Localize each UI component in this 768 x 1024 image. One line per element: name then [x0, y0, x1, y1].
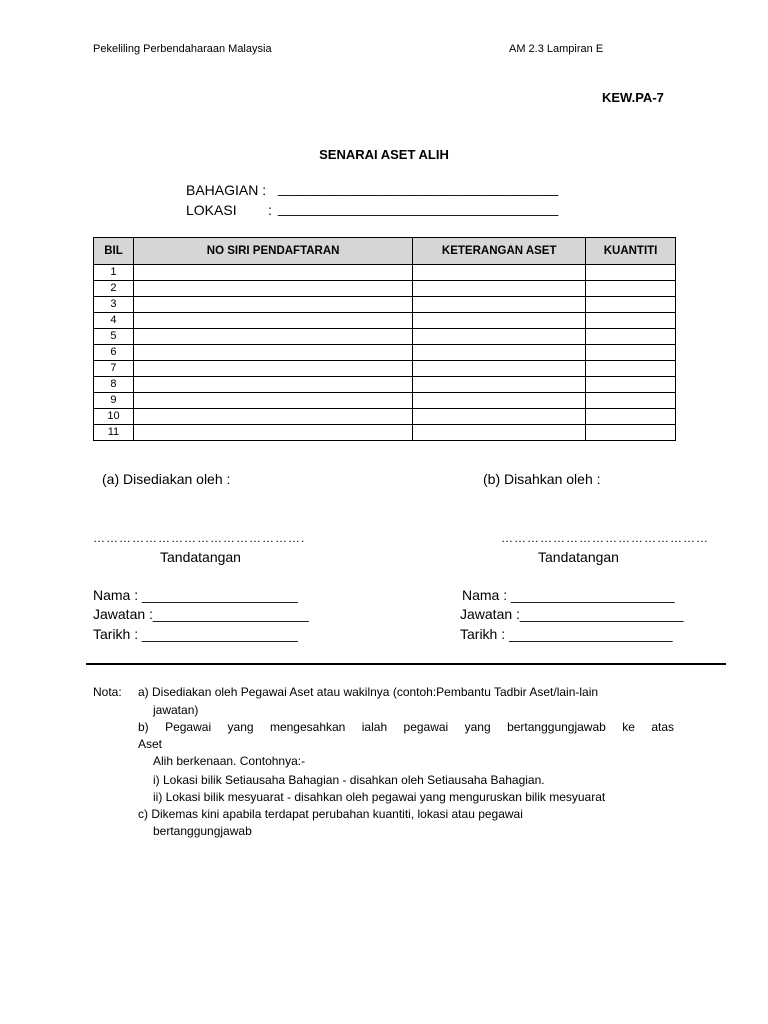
- approved-tarikh-field[interactable]: Tarikh : _____________________: [460, 626, 673, 642]
- note-b-line1: b) Pegawai yang mengesahkan ialah pegawai yang bertanggungjawab ke atas: [138, 720, 674, 734]
- row-bil: 6: [94, 345, 134, 361]
- row-bil: 8: [94, 377, 134, 393]
- table-row: [94, 425, 676, 441]
- note-c-line2: bertanggungjawab: [153, 824, 252, 838]
- row-kuantiti-cell[interactable]: [586, 329, 676, 345]
- lokasi-label: LOKASI: [186, 202, 237, 218]
- form-code: KEW.PA-7: [602, 90, 664, 105]
- row-kuantiti-cell[interactable]: [586, 393, 676, 409]
- row-bil: 9: [94, 393, 134, 409]
- section-divider: [86, 663, 726, 665]
- approved-jawatan-field[interactable]: Jawatan :_____________________: [460, 606, 684, 622]
- column-header-keterangan: KETERANGAN ASET: [413, 238, 586, 265]
- row-keterangan-cell[interactable]: [413, 281, 586, 297]
- table-row: [94, 361, 676, 377]
- row-no-siri-cell[interactable]: [133, 297, 412, 313]
- notes-label: Nota:: [93, 685, 122, 699]
- column-header-kuantiti: KUANTITI: [586, 238, 676, 265]
- page-title: SENARAI ASET ALIH: [319, 147, 449, 162]
- row-bil: 4: [94, 313, 134, 329]
- note-a-line2: jawatan): [153, 703, 199, 717]
- header-right: AM 2.3 Lampiran E: [509, 43, 604, 55]
- table-row: [94, 297, 676, 313]
- row-keterangan-cell[interactable]: [413, 329, 586, 345]
- table-row: [94, 345, 676, 361]
- table-header-row: [94, 238, 676, 265]
- row-keterangan-cell[interactable]: [413, 393, 586, 409]
- table-row: [94, 409, 676, 425]
- prepared-signature-label: Tandatangan: [160, 549, 241, 565]
- column-header-no-siri: NO SIRI PENDAFTARAN: [133, 238, 412, 265]
- lokasi-colon: :: [268, 202, 272, 218]
- lokasi-field[interactable]: ____________________________________: [278, 200, 559, 216]
- row-kuantiti-cell[interactable]: [586, 297, 676, 313]
- row-kuantiti-cell[interactable]: [586, 345, 676, 361]
- row-keterangan-cell[interactable]: [413, 265, 586, 281]
- prepared-tarikh-field[interactable]: Tarikh : ____________________: [93, 626, 298, 642]
- note-b-item-ii: ii) Lokasi bilik mesyuarat - disahkan oleh pegawai yang menguruskan bilik mesyuarat: [153, 790, 606, 804]
- table-row: [94, 377, 676, 393]
- row-no-siri-cell[interactable]: [133, 377, 412, 393]
- row-bil: 5: [94, 329, 134, 345]
- row-bil: 7: [94, 361, 134, 377]
- row-no-siri-cell[interactable]: [133, 361, 412, 377]
- prepared-nama-field[interactable]: Nama : ____________________: [93, 587, 298, 603]
- table-row: [94, 313, 676, 329]
- row-keterangan-cell[interactable]: [413, 377, 586, 393]
- row-bil: 10: [94, 409, 134, 425]
- row-keterangan-cell[interactable]: [413, 345, 586, 361]
- table-row: [94, 329, 676, 345]
- row-kuantiti-cell[interactable]: [586, 409, 676, 425]
- row-kuantiti-cell[interactable]: [586, 425, 676, 441]
- row-no-siri-cell[interactable]: [133, 409, 412, 425]
- row-bil: 2: [94, 281, 134, 297]
- row-bil: 3: [94, 297, 134, 313]
- row-no-siri-cell[interactable]: [133, 345, 412, 361]
- row-kuantiti-cell[interactable]: [586, 281, 676, 297]
- row-no-siri-cell[interactable]: [133, 329, 412, 345]
- asset-table: [93, 237, 676, 441]
- bahagian-field[interactable]: ____________________________________: [278, 180, 559, 196]
- row-kuantiti-cell[interactable]: [586, 361, 676, 377]
- note-b-item-i: i) Lokasi bilik Setiausaha Bahagian - disahkan oleh Setiausaha Bahagian.: [153, 773, 545, 787]
- bahagian-label: BAHAGIAN :: [186, 182, 267, 198]
- row-kuantiti-cell[interactable]: [586, 313, 676, 329]
- note-a-line1: a) Disediakan oleh Pegawai Aset atau wakilnya (contoh:Pembantu Tadbir Aset/lain-lain: [138, 685, 599, 699]
- note-b-line3: Alih berkenaan. Contohnya:-: [153, 754, 306, 768]
- row-kuantiti-cell[interactable]: [586, 377, 676, 393]
- note-b-line2: Aset: [138, 737, 163, 751]
- table-row: [94, 265, 676, 281]
- prepared-jawatan-field[interactable]: Jawatan :____________________: [93, 606, 309, 622]
- row-no-siri-cell[interactable]: [133, 425, 412, 441]
- prepared-signature-line[interactable]: ………………………………………….: [93, 531, 306, 545]
- row-keterangan-cell[interactable]: [413, 313, 586, 329]
- row-keterangan-cell[interactable]: [413, 361, 586, 377]
- row-bil: 1: [94, 265, 134, 281]
- header-left: Pekeliling Perbendaharaan Malaysia: [93, 43, 272, 55]
- row-kuantiti-cell[interactable]: [586, 265, 676, 281]
- row-no-siri-cell[interactable]: [133, 313, 412, 329]
- approved-by-heading: (b) Disahkan oleh :: [483, 471, 601, 487]
- row-no-siri-cell[interactable]: [133, 281, 412, 297]
- row-no-siri-cell[interactable]: [133, 393, 412, 409]
- table-row: [94, 393, 676, 409]
- prepared-by-heading: (a) Disediakan oleh :: [102, 471, 231, 487]
- approved-nama-field[interactable]: Nama : _____________________: [462, 587, 675, 603]
- approved-signature-line[interactable]: …………………………………………: [501, 531, 709, 545]
- row-keterangan-cell[interactable]: [413, 297, 586, 313]
- row-bil: 11: [94, 425, 134, 441]
- table-row: [94, 281, 676, 297]
- column-header-bil: BIL: [94, 238, 134, 265]
- row-no-siri-cell[interactable]: [133, 265, 412, 281]
- note-c-line1: c) Dikemas kini apabila terdapat perubahan kuantiti, lokasi atau pegawai: [138, 807, 523, 821]
- row-keterangan-cell[interactable]: [413, 425, 586, 441]
- row-keterangan-cell[interactable]: [413, 409, 586, 425]
- approved-signature-label: Tandatangan: [538, 549, 619, 565]
